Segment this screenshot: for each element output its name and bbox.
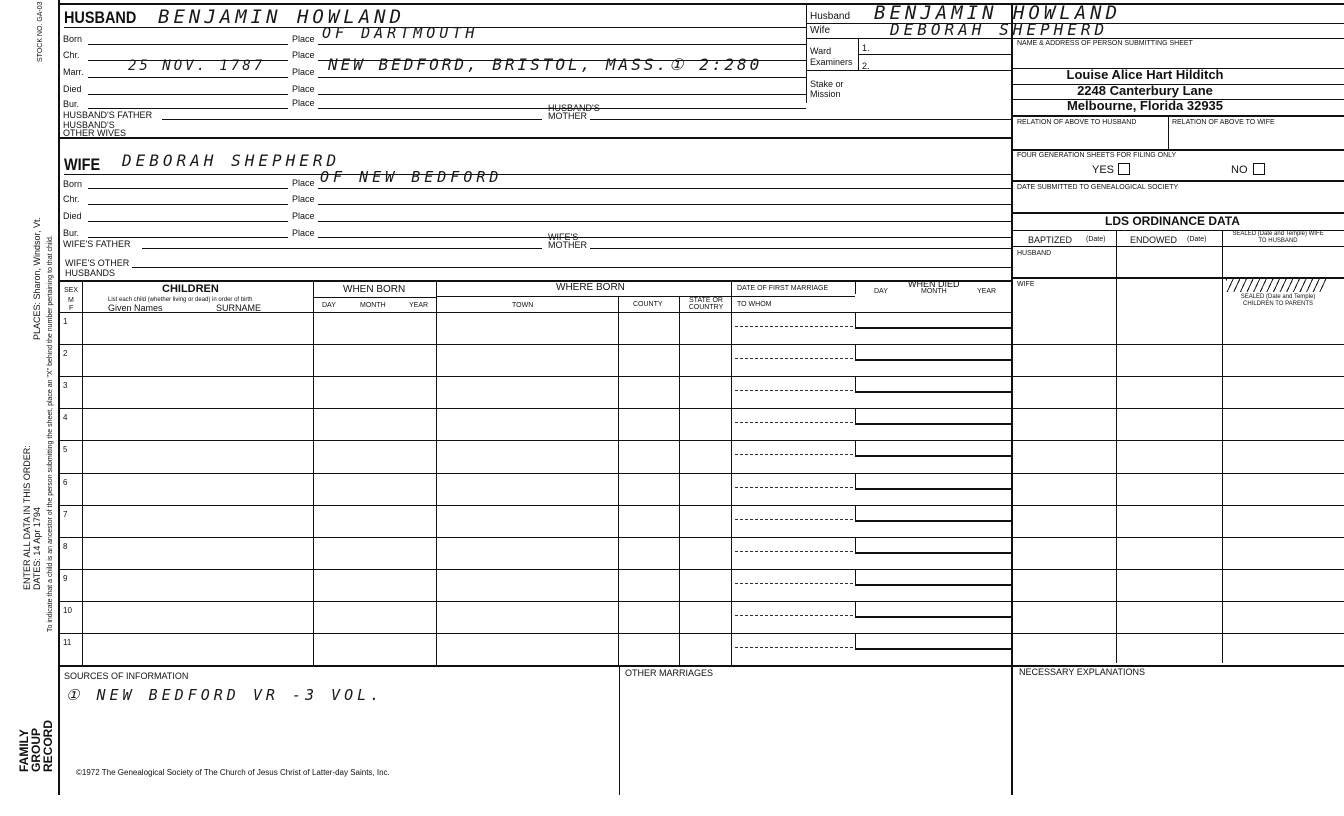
surname-header: SURNAME <box>216 303 262 313</box>
husband-born-place-label: Place <box>292 34 315 44</box>
where-born-header: WHERE BORN <box>556 282 625 293</box>
born-day-header: DAY <box>322 302 336 309</box>
when-died-cell[interactable] <box>855 473 1012 490</box>
husband-marr-label: Marr. <box>63 67 84 77</box>
husband-born-label: Born <box>63 34 83 44</box>
born-year-header: YEAR <box>409 302 429 309</box>
children-top <box>58 280 1012 282</box>
wife-born-line <box>88 188 288 189</box>
lds-sealed-wife: SEALED (Date and Temple) WIFE TO HUSBAND <box>1232 231 1324 244</box>
marriage-date-dash[interactable] <box>735 487 853 488</box>
husband-marr-place-line <box>318 77 806 78</box>
to-whom-header: TO WHOM <box>737 301 772 308</box>
wife-died-line <box>88 221 288 222</box>
when-died-cell[interactable] <box>855 633 1012 650</box>
left-border <box>58 0 60 795</box>
submitter-line-3: Melbourne, Florida 32935 <box>1066 98 1224 113</box>
hdr-examiner-line-1 <box>858 54 1011 55</box>
wife-died-place-label: Place <box>292 211 315 221</box>
no-label: NO <box>1231 164 1248 176</box>
husband-marr-place-label: Place <box>292 67 315 77</box>
husband-bur-label: Bur. <box>63 99 80 109</box>
husband-chr-place-label: Place <box>292 50 315 60</box>
right-block-divider <box>1011 3 1013 795</box>
husband-died-place-label: Place <box>292 84 315 94</box>
child-row-number: 8 <box>63 541 68 551</box>
husbands-father-label: HUSBAND'S FATHER <box>63 110 153 120</box>
husband-bur-line <box>88 108 288 109</box>
husband-marr-place[interactable]: NEW BEDFORD, BRISTOL, MASS.① 2:280 <box>328 55 763 74</box>
lds-endowed: ENDOWED <box>1130 235 1177 245</box>
lds-row-divider <box>1011 537 1344 538</box>
lds-row-divider <box>1011 601 1344 602</box>
relation-husband-label: RELATION OF ABOVE TO HUSBAND <box>1017 119 1137 126</box>
top-border <box>58 3 1344 5</box>
lds-row-divider <box>1011 440 1344 441</box>
child-row-number: 7 <box>63 509 68 519</box>
yes-checkbox[interactable] <box>1118 163 1130 175</box>
wife-name[interactable]: DEBORAH SHEPHERD <box>122 151 341 170</box>
submitter-line-2: 2248 Canterbury Lane <box>1077 83 1213 98</box>
first-marriage-divider <box>731 296 855 297</box>
marriage-date-dash[interactable] <box>735 358 853 359</box>
children-header: CHILDREN <box>162 283 219 295</box>
when-died-cell[interactable] <box>855 440 1012 457</box>
ancestor-instruction: To indicate that a child is an ancestor of the person submitting the sheet, place an "X" behind the number pertaining to that child. <box>47 235 54 632</box>
no-checkbox[interactable] <box>1253 163 1265 175</box>
children-note: List each child (whether living or dead) in order of birth <box>108 297 253 303</box>
husbands-father-line <box>162 119 542 120</box>
wifes-other-husbands-line <box>132 267 1011 268</box>
wifes-father-line <box>142 248 542 249</box>
lds-baptized: BAPTIZED <box>1028 235 1073 245</box>
lds-row-divider <box>1011 344 1344 345</box>
wifes-mother-label: WIFE'S MOTHER <box>548 232 587 250</box>
child-row-number: 10 <box>63 605 72 615</box>
wife-chr-label: Chr. <box>63 194 80 204</box>
husband-section-bottom <box>58 137 1012 139</box>
county-header: COUNTY <box>633 301 663 308</box>
wifes-other-husbands-label: WIFE'S OTHER HUSBANDS <box>65 258 130 278</box>
wife-bur-line <box>88 237 288 238</box>
marriage-date-dash[interactable] <box>735 647 853 648</box>
when-died-cell[interactable] <box>855 569 1012 586</box>
form-title: FAMILY GROUP RECORD <box>17 719 55 772</box>
child-row-number: 3 <box>63 381 68 391</box>
sex-m: M <box>68 297 74 304</box>
col-county <box>679 296 680 666</box>
lds-baptized-date: (Date) <box>1086 236 1106 243</box>
wifes-father-label: WIFE'S FATHER <box>63 239 131 249</box>
marriage-date-dash[interactable] <box>735 390 853 391</box>
child-row-number: 9 <box>63 573 68 583</box>
husband-bur-place-label: Place <box>292 98 315 108</box>
child-row-number: 4 <box>63 413 68 423</box>
dates-example: DATES: 14 Apr 1794 <box>32 507 42 590</box>
husbands-other-wives-label: HUSBAND'S OTHER WIVES <box>63 120 127 138</box>
hdr-examiner-1: 1. <box>862 43 870 53</box>
hdr-examiner-line-2 <box>806 70 1011 71</box>
lds-row-divider <box>1011 376 1344 377</box>
sources-value[interactable]: ① NEW BEDFORD VR -3 VOL. <box>66 686 384 704</box>
husband-name[interactable]: BENJAMIN HOWLAND <box>158 6 406 28</box>
died-month-header: MONTH <box>921 288 947 295</box>
explanations-label: NECESSARY EXPLANATIONS <box>1019 667 1146 677</box>
hdr-ward-label: Ward <box>810 46 832 56</box>
child-row-number: 5 <box>63 445 68 455</box>
husbands-mother-line <box>590 119 1011 120</box>
lds-row-divider <box>1011 569 1344 570</box>
when-born-underline <box>313 297 436 298</box>
when-died-cell[interactable] <box>855 537 1012 554</box>
submitter-label: NAME & ADDRESS OF PERSON SUBMITTING SHEET <box>1017 40 1193 47</box>
lds-title: LDS ORDINANCE DATA <box>1105 214 1240 228</box>
hdr-wife-value[interactable]: DEBORAH SHEPHERD <box>890 20 1109 39</box>
col-whendied <box>855 280 856 294</box>
lds-row-divider <box>1011 633 1344 634</box>
when-died-cell[interactable] <box>855 601 1012 618</box>
col-town <box>618 296 619 666</box>
wife-chr-place-label: Place <box>292 194 315 204</box>
when-died-cell[interactable] <box>855 344 1012 361</box>
husband-died-place-line <box>318 94 806 95</box>
wife-born-place-line <box>318 188 1011 189</box>
lds-row-divider <box>1011 408 1344 409</box>
wife-died-label: Died <box>63 211 82 221</box>
lds-wife-label: WIFE <box>1017 281 1035 288</box>
children-bottom <box>58 665 1344 667</box>
hdr-husband-value[interactable]: BENJAMIN HOWLAND <box>874 2 1122 24</box>
died-year-header: YEAR <box>977 288 997 295</box>
husband-died-line <box>88 94 288 95</box>
sources-label: SOURCES OF INFORMATION <box>64 671 189 681</box>
sex-header: SEX <box>64 287 79 294</box>
hdr-stake-label: Stake or Mission <box>810 79 844 99</box>
husband-born-line <box>88 44 288 45</box>
marriage-date-dash[interactable] <box>735 422 853 423</box>
child-row-number: 11 <box>63 638 72 647</box>
lds-row-divider <box>1011 505 1344 506</box>
husband-marr-date[interactable]: 25 NOV. 1787 <box>128 58 266 74</box>
lds-col-2 <box>1222 230 1223 663</box>
relation-wife-label: RELATION OF ABOVE TO WIFE <box>1172 119 1275 126</box>
marriage-date-dash[interactable] <box>735 615 853 616</box>
marriage-date-dash[interactable] <box>735 519 853 520</box>
wifes-mother-line <box>590 248 1011 249</box>
wife-chr-place-line <box>318 204 1011 205</box>
sex-f: F <box>69 305 74 312</box>
husband-born-place[interactable]: OF DARTMOUTH <box>322 24 479 42</box>
submitter-line-2-rule <box>1011 84 1344 85</box>
yes-label: YES <box>1092 164 1115 176</box>
given-names-header: Given Names <box>108 303 163 313</box>
relation-divider <box>1168 115 1169 149</box>
enter-all-data: ENTER ALL DATA IN THIS ORDER: <box>22 445 32 590</box>
hdr-husband-label: Husband <box>810 11 851 22</box>
date-submitted-label: DATE SUBMITTED TO GENEALOGICAL SOCIETY <box>1017 184 1179 191</box>
lds-husband-label: HUSBAND <box>1017 250 1052 257</box>
header-right-divider <box>806 3 807 103</box>
lds-col-1 <box>1116 230 1117 663</box>
submitter-line-3-rule <box>1011 99 1344 100</box>
stock-number: STOCK NO. GA-03 <box>37 1 44 62</box>
husband-born-place-line <box>318 44 806 45</box>
state-header: STATE OR COUNTRY <box>688 297 724 311</box>
when-died-header: WHEN DIED <box>908 279 960 289</box>
marriage-date-dash[interactable] <box>735 454 853 455</box>
wife-bur-place-label: Place <box>292 228 315 238</box>
hdr-wife-line <box>806 38 1344 39</box>
four-gen-bottom <box>1011 180 1344 182</box>
husband-chr-label: Chr. <box>63 50 80 60</box>
husbands-mother-label: HUSBAND'S MOTHER <box>548 103 600 121</box>
footer-divider <box>619 665 620 795</box>
wife-born-place[interactable]: OF NEW BEDFORD <box>320 168 503 186</box>
relation-bottom <box>1011 149 1344 151</box>
places-example: PLACES: Sharon, Windsor, Vt. <box>32 216 42 340</box>
when-died-cell[interactable] <box>855 408 1012 425</box>
submitter-bottom <box>1011 115 1344 117</box>
when-died-cell[interactable] <box>855 376 1012 393</box>
when-died-cell[interactable] <box>855 505 1012 522</box>
child-row-number: 6 <box>63 477 68 487</box>
wife-bur-label: Bur. <box>63 228 80 238</box>
wife-born-label: Born <box>63 179 83 189</box>
wife-heading: WIFE <box>64 155 101 174</box>
hdr-examiners-label: Examiners <box>810 57 853 67</box>
hdr-wife-label: Wife <box>810 25 830 36</box>
died-day-header: DAY <box>874 288 888 295</box>
wife-chr-line <box>88 204 288 205</box>
other-marriages-label: OTHER MARRIAGES <box>625 668 714 678</box>
lds-row-divider <box>1011 473 1344 474</box>
wife-bur-place-line <box>318 237 1011 238</box>
submitter-line-1: Louise Alice Hart Hilditch <box>1066 67 1224 82</box>
husband-died-label: Died <box>63 84 82 94</box>
lds-sealed-children: SEALED (Date and Temple) CHILDREN TO PARENTS <box>1240 294 1316 307</box>
marriage-date-dash[interactable] <box>735 326 853 327</box>
four-gen-label: FOUR GENERATION SHEETS FOR FILING ONLY <box>1017 152 1177 159</box>
child-row-number: 1 <box>63 317 68 326</box>
husband-heading: HUSBAND <box>64 8 137 27</box>
marriage-date-dash[interactable] <box>735 551 853 552</box>
when-born-header: WHEN BORN <box>343 284 406 295</box>
town-header: TOWN <box>512 302 534 309</box>
lds-hatch <box>1226 279 1326 292</box>
husband-marr-line <box>88 77 288 78</box>
child-row-number: 2 <box>63 349 68 359</box>
copyright: ©1972 The Genealogical Society of The Church of Jesus Christ of Latter-day Saints, Inc. <box>76 768 390 777</box>
hdr-examiner-2: 2. <box>862 61 870 71</box>
first-marriage-header: DATE OF FIRST MARRIAGE <box>737 285 829 292</box>
marriage-date-dash[interactable] <box>735 583 853 584</box>
submitter-line-1-rule <box>1011 68 1344 69</box>
lds-endowed-date: (Date) <box>1187 236 1207 243</box>
lds-header-bottom <box>1011 246 1344 247</box>
born-month-header: MONTH <box>360 302 386 309</box>
wife-died-place-line <box>318 221 1011 222</box>
wife-name-line <box>64 174 1011 175</box>
wife-born-place-label: Place <box>292 178 315 188</box>
when-died-cell[interactable] <box>855 312 1012 329</box>
